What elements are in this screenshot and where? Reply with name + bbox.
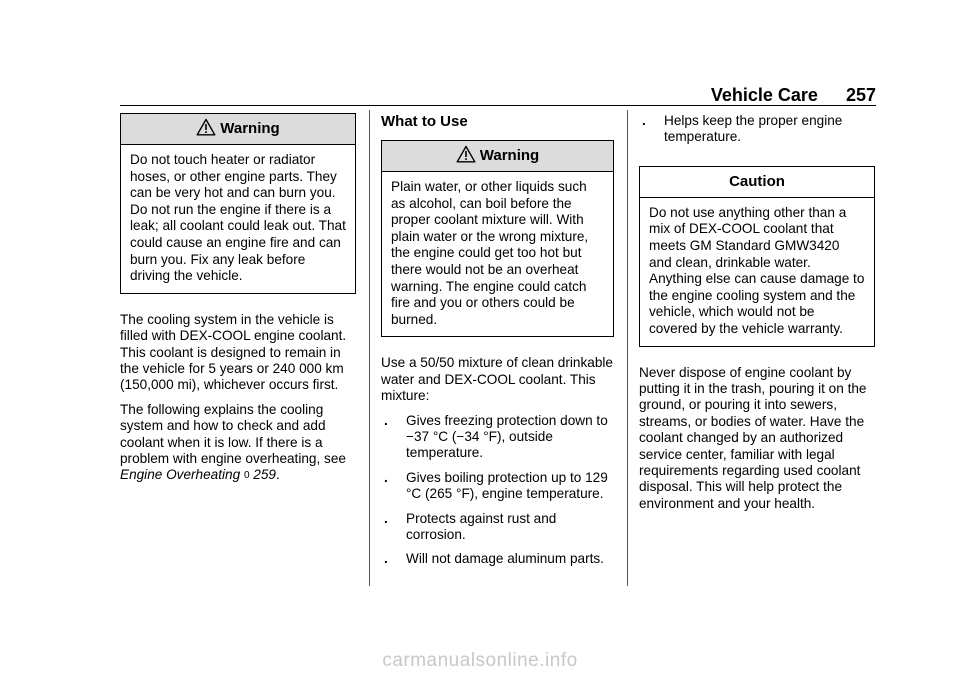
- list-item: [639, 113, 875, 146]
- list-item-text: Gives freezing protection down to −37 °C (−34 °F), outside temperature.: [406, 412, 608, 461]
- engine-overheating-link[interactable]: [120, 467, 276, 482]
- bullet-mark: .: [384, 469, 388, 485]
- paragraph: Use a 50/50 mixture of clean drinkable water and DEX-COOL coolant. This mixture:: [381, 355, 613, 404]
- site-watermark: carmanualsonline.info: [382, 650, 578, 671]
- paragraph: [120, 402, 356, 485]
- bullet-mark: .: [384, 412, 388, 428]
- warning-title: Warning: [479, 147, 540, 164]
- column-3: [639, 113, 875, 520]
- warning-text: Plain water, or other liquids such as alcohol, can boil before the proper coolant mixture will. With plain water or the wrong mixture, the engine could get too hot but there would not be an overheat warning. The engine could catch fire and you or others could be burned.: [391, 179, 589, 327]
- page-header: [120, 84, 876, 106]
- column-divider: [627, 110, 628, 586]
- caution-header: Caution: [640, 167, 874, 198]
- warning-triangle-icon: [196, 118, 216, 136]
- list-item: [381, 470, 614, 503]
- bullet-mark: .: [384, 551, 388, 567]
- caution-text: Do not use anything other than a mix of DEX-COOL coolant that meets GM Standard GMW3420 and clean, drinkable water. Anything else can cause damage to the engine cooling system and the vehicle, which would not be covered by the vehicle warranty.: [649, 204, 865, 336]
- paragraph: Never dispose of engine coolant by putting it in the trash, pouring it on the ground, or pouring it into sewers, streams, or bodies of water. Have the coolant changed by an authorized service center, familiar with legal requirements regarding used coolant disposal. This will help protect the environment and your health.: [639, 364, 867, 511]
- paragraph: The cooling system in the vehicle is filled with DEX-COOL engine coolant. This coolant is designed to remain in the vehicle for 5 years or 240 000 km (150,000 mi), whichever occurs first.: [120, 311, 347, 393]
- paragraph-text: The following explains the cooling system and how to check and add coolant when it is low. If there is a problem with engine overheating, see: [120, 401, 346, 466]
- list-item-text: Gives boiling protection up to 129 °C (265 °F), engine temperature.: [406, 469, 608, 502]
- link-page: 259: [253, 467, 276, 483]
- column-1: [120, 113, 356, 493]
- column-2: [381, 113, 614, 576]
- list-item-text: Protects against rust and corrosion.: [406, 510, 557, 542]
- warning-triangle-icon: [456, 145, 476, 163]
- warning-header: [121, 114, 355, 145]
- bullet-mark: .: [384, 510, 388, 526]
- column-divider: [369, 110, 370, 586]
- warning-title: Warning: [220, 120, 280, 137]
- header-rule: [120, 105, 876, 106]
- section-heading: What to Use: [381, 113, 468, 130]
- list-item: [381, 413, 614, 462]
- bullet-mark: .: [642, 113, 646, 128]
- paragraph-end: .: [275, 467, 280, 483]
- warning-box: [120, 113, 356, 294]
- warning-box: [381, 140, 614, 337]
- page-number: 257: [845, 85, 876, 105]
- section-title: Vehicle Care: [710, 85, 818, 105]
- list-item: [381, 551, 614, 567]
- warning-text: Do not touch heater or radiator hoses, or other engine parts. They can be very hot and can burn you. Do not run the engine if there is a leak; all coolant could leak out. That could cause an engine fire and can burn you. Fix any leak before driving the vehicle.: [130, 152, 346, 284]
- list-item: [381, 511, 614, 544]
- link-text: Engine Overheating: [120, 467, 241, 483]
- warning-header: [382, 141, 613, 172]
- list-item-text: Will not damage aluminum parts.: [406, 551, 604, 567]
- list-item-text: Helps keep the proper engine temperature.: [664, 113, 843, 145]
- caution-box: [639, 166, 875, 347]
- page-ref-icon: 0: [243, 470, 250, 482]
